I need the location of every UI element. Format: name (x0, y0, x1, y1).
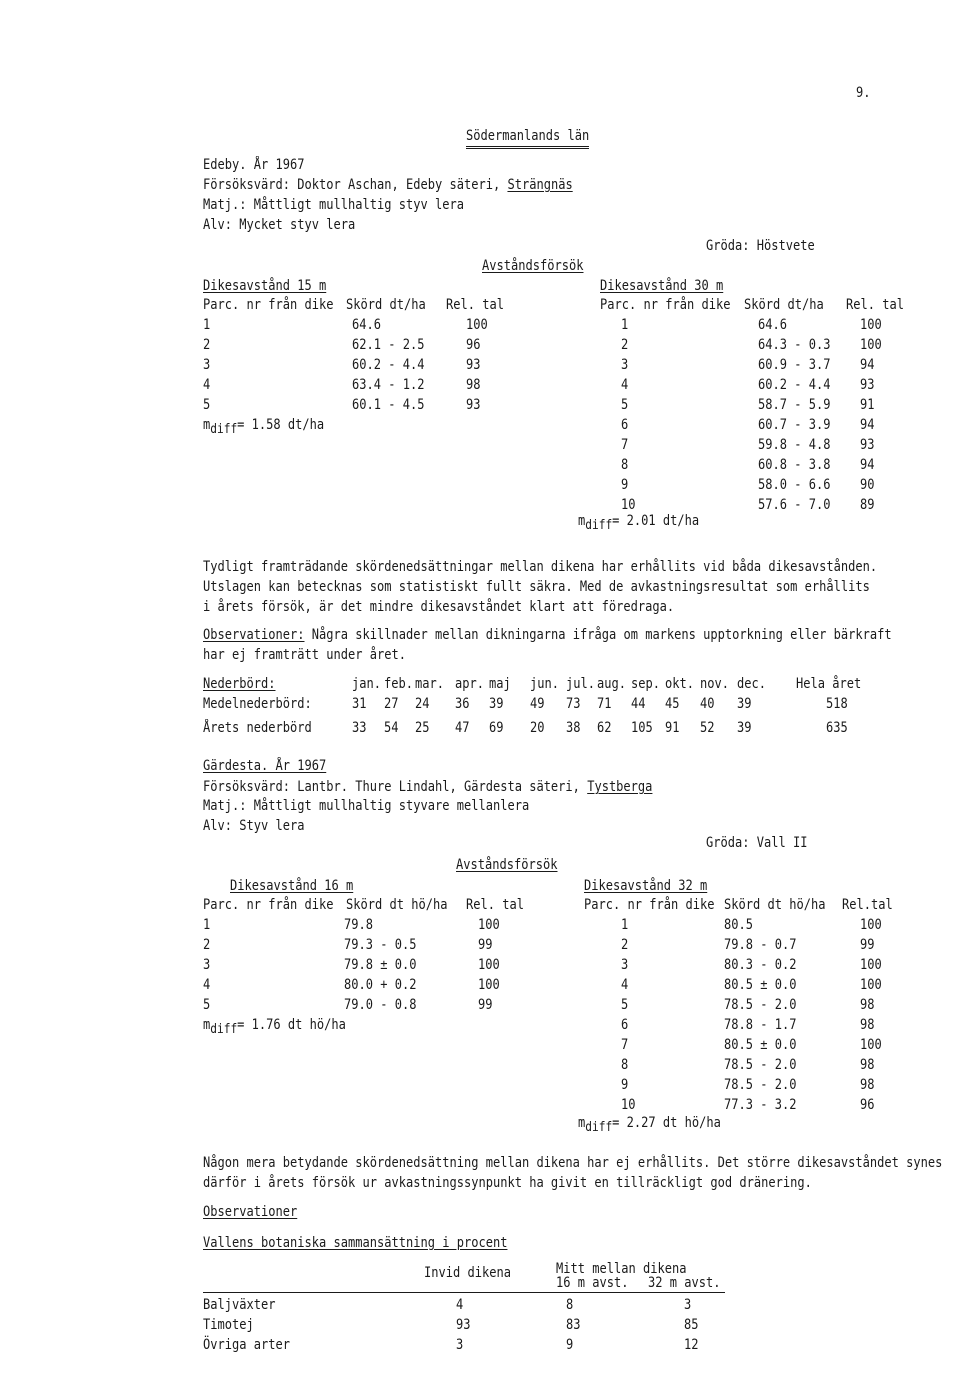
table-cell-rel: 98 (466, 377, 481, 393)
site1-right-col-rel: Rel. tal (846, 297, 904, 313)
table-cell-rel: 96 (860, 1097, 875, 1113)
table-cell-nr: 3 (203, 957, 211, 973)
table-cell-skord: 60.8 - 3.8 (758, 457, 831, 473)
site1-right-col-parc: Parc. nr från dike (600, 297, 731, 313)
precip-month: apr. (455, 676, 484, 692)
site2-right-mdiff: $m_{diff}= 2.27$ dt hö/ha (578, 1115, 721, 1135)
botanical-row-label: Timotej (203, 1317, 254, 1333)
precip-value: 73 (566, 696, 581, 712)
botanical-value: 4 (456, 1297, 464, 1313)
table-cell-nr: 4 (621, 377, 629, 393)
table-cell-rel: 100 (478, 977, 500, 993)
site1-title: Edeby. År 1967 (203, 157, 305, 173)
site2-matj: Matj.: Måttligt mullhaltig styvare mellanlera (203, 798, 530, 814)
precip-month: aug. (597, 676, 626, 692)
page-number: 9. (856, 85, 871, 101)
precip-value: 24 (415, 696, 430, 712)
precip-value: 31 (352, 696, 367, 712)
precip-value: 36 (455, 696, 470, 712)
botanical-row-label: Baljväxter (203, 1297, 276, 1313)
table-cell-rel: 93 (860, 437, 875, 453)
table-cell-nr: 6 (621, 1017, 629, 1033)
table-cell-rel: 98 (860, 1077, 875, 1093)
table-cell-nr: 5 (621, 997, 629, 1013)
precip-month: mar. (415, 676, 444, 692)
table-cell-rel: 98 (860, 1057, 875, 1073)
table-cell-nr: 8 (621, 1057, 629, 1073)
site1-forsoksvard: Försöksvärd: Doktor Aschan, Edeby säteri, Strängnäs (203, 177, 573, 193)
site2-title: Gärdesta. År 1967 (203, 758, 327, 774)
site1-alv: Alv: Mycket styv lera (203, 217, 356, 233)
site1-left-col-parc: Parc. nr från dike (203, 297, 334, 313)
precip-month: jul. (566, 676, 595, 692)
botanical-value: 8 (566, 1297, 574, 1313)
table-cell-skord: 78.5 - 2.0 (724, 1077, 797, 1093)
table-cell-rel: 100 (466, 317, 488, 333)
site1-right-mdiff: $m_{diff}= 2.01$ dt/ha (578, 513, 700, 533)
table-cell-nr: 3 (203, 357, 211, 373)
site2-trial-type: Avståndsförsök (456, 857, 558, 873)
table-cell-skord: 80.5 ± 0.0 (724, 1037, 797, 1053)
site2-left-mdiff: $m_{diff}= 1.76$ dt hö/ha (203, 1017, 346, 1037)
table-cell-skord: 58.7 - 5.9 (758, 397, 831, 413)
precip-value: 39 (489, 696, 504, 712)
table-cell-nr: 1 (203, 317, 211, 333)
region-title: Södermanlands län (466, 127, 589, 149)
table-cell-skord: 79.8 - 0.7 (724, 937, 797, 953)
table-cell-skord: 78.5 - 2.0 (724, 1057, 797, 1073)
botanical-value: 12 (684, 1337, 699, 1353)
table-cell-nr: 5 (203, 997, 211, 1013)
table-cell-skord: 58.0 - 6.6 (758, 477, 831, 493)
table-cell-skord: 64.3 - 0.3 (758, 337, 831, 353)
table-cell-nr: 9 (621, 1077, 629, 1093)
site2-left-col-rel: Rel. tal (466, 897, 524, 913)
botanical-col-16m: 16 m avst. (556, 1275, 629, 1291)
table-cell-rel: 99 (478, 937, 493, 953)
table-cell-nr: 7 (621, 437, 629, 453)
table-cell-nr: 1 (621, 917, 629, 933)
site2-right-col-rel: Rel.tal (842, 897, 893, 913)
table-cell-rel: 98 (860, 1017, 875, 1033)
botanical-col-32m: 32 m avst. (648, 1275, 721, 1291)
precip-value: 54 (384, 720, 399, 736)
site2-right-heading: Dikesavstånd 32 m (584, 878, 708, 894)
precip-row-label: Medelnederbörd: (203, 696, 312, 712)
site1-para-line1: Tydligt framträdande skördenedsättningar mellan dikena har erhållits vid båda dikesavstånden. (203, 559, 878, 575)
precip-value: 39 (737, 720, 752, 736)
precip-month: nov. (700, 676, 729, 692)
table-cell-skord: 77.3 - 3.2 (724, 1097, 797, 1113)
table-cell-rel: 100 (860, 1037, 882, 1053)
precip-value: 69 (489, 720, 504, 736)
table-cell-nr: 4 (203, 377, 211, 393)
table-cell-nr: 2 (621, 937, 629, 953)
botanical-row-label: Övriga arter (203, 1337, 290, 1353)
precip-value: 49 (530, 696, 545, 712)
table-cell-skord: 80.0 + 0.2 (344, 977, 417, 993)
table-cell-rel: 100 (860, 917, 882, 933)
table-cell-rel: 93 (466, 397, 481, 413)
table-cell-rel: 89 (860, 497, 875, 513)
table-cell-rel: 100 (478, 957, 500, 973)
table-cell-rel: 100 (860, 337, 882, 353)
table-cell-skord: 78.8 - 1.7 (724, 1017, 797, 1033)
botanical-value: 83 (566, 1317, 581, 1333)
table-cell-skord: 78.5 - 2.0 (724, 997, 797, 1013)
table-cell-nr: 4 (203, 977, 211, 993)
precip-value: 62 (597, 720, 612, 736)
site2-left-col-parc: Parc. nr från dike (203, 897, 334, 913)
table-cell-rel: 99 (478, 997, 493, 1013)
table-cell-nr: 8 (621, 457, 629, 473)
site2-left-col-skord: Skörd dt hö/ha (346, 897, 448, 913)
table-cell-skord: 60.2 - 4.4 (352, 357, 425, 373)
table-cell-nr: 7 (621, 1037, 629, 1053)
botanical-rule (203, 1292, 725, 1293)
table-cell-skord: 79.3 - 0.5 (344, 937, 417, 953)
table-cell-skord: 80.3 - 0.2 (724, 957, 797, 973)
site2-left-heading: Dikesavstånd 16 m (230, 878, 354, 894)
precip-month: okt. (665, 676, 694, 692)
site2-para-line2: därför i årets försök ur avkastningssynpunkt ha givit en tillräckligt god dränering. (203, 1175, 812, 1191)
precip-value: 47 (455, 720, 470, 736)
precip-value: 25 (415, 720, 430, 736)
site1-left-col-skord: Skörd dt/ha (346, 297, 426, 313)
table-cell-nr: 5 (621, 397, 629, 413)
site2-grada: Gröda: Vall II (706, 835, 808, 851)
table-cell-rel: 94 (860, 357, 875, 373)
precip-value: 38 (566, 720, 581, 736)
table-cell-nr: 6 (621, 417, 629, 433)
site2-observations: Observationer (203, 1204, 298, 1220)
table-cell-rel: 100 (478, 917, 500, 933)
table-cell-nr: 10 (621, 1097, 636, 1113)
precip-year-value: 518 (826, 696, 848, 712)
table-cell-nr: 3 (621, 957, 629, 973)
site2-right-col-skord: Skörd dt hö/ha (724, 897, 826, 913)
table-cell-nr: 2 (203, 337, 211, 353)
precip-month: maj (489, 676, 511, 692)
table-cell-rel: 98 (860, 997, 875, 1013)
site1-left-heading: Dikesavstånd 15 m (203, 278, 327, 294)
botanical-heading: Vallens botaniska sammansättning i procent (203, 1235, 508, 1251)
table-cell-rel: 93 (860, 377, 875, 393)
site1-observations: Observationer: Några skillnader mellan dikningarna ifråga om markens upptorkning eller bärkraft (203, 627, 892, 643)
precip-value: 91 (665, 720, 680, 736)
botanical-value: 85 (684, 1317, 699, 1333)
table-cell-rel: 100 (860, 317, 882, 333)
table-cell-skord: 60.1 - 4.5 (352, 397, 425, 413)
precip-value: 39 (737, 696, 752, 712)
precip-month: dec. (737, 676, 766, 692)
precip-value: 105 (631, 720, 653, 736)
table-cell-rel: 94 (860, 417, 875, 433)
site1-right-heading: Dikesavstånd 30 m (600, 278, 724, 294)
site2-forsoksvard: Försöksvärd: Lantbr. Thure Lindahl, Gärdesta säteri, Tystberga (203, 779, 653, 795)
botanical-value: 93 (456, 1317, 471, 1333)
precip-year-value: 635 (826, 720, 848, 736)
table-cell-skord: 80.5 (724, 917, 753, 933)
precip-label: Nederbörd: (203, 676, 276, 692)
table-cell-nr: 4 (621, 977, 629, 993)
precip-value: 27 (384, 696, 399, 712)
table-cell-skord: 60.9 - 3.7 (758, 357, 831, 373)
table-cell-nr: 2 (621, 337, 629, 353)
table-cell-nr: 10 (621, 497, 636, 513)
site1-left-col-rel: Rel. tal (446, 297, 504, 313)
table-cell-nr: 2 (203, 937, 211, 953)
table-cell-nr: 9 (621, 477, 629, 493)
precip-value: 45 (665, 696, 680, 712)
botanical-value: 3 (456, 1337, 464, 1353)
botanical-value: 9 (566, 1337, 574, 1353)
table-cell-skord: 79.8 ± 0.0 (344, 957, 417, 973)
botanical-value: 3 (684, 1297, 692, 1313)
site2-right-col-parc: Parc. nr från dike (584, 897, 715, 913)
table-cell-skord: 64.6 (758, 317, 787, 333)
precip-row-label: Årets nederbörd (203, 720, 312, 736)
table-cell-rel: 93 (466, 357, 481, 373)
table-cell-nr: 1 (621, 317, 629, 333)
botanical-col-invid: Invid dikena (424, 1265, 511, 1281)
table-cell-nr: 3 (621, 357, 629, 373)
site2-para-line1: Någon mera betydande skördenedsättning mellan dikena har ej erhållits. Det större dikesavståndet synes (203, 1155, 943, 1171)
precip-value: 33 (352, 720, 367, 736)
precip-value: 20 (530, 720, 545, 736)
table-cell-skord: 59.8 - 4.8 (758, 437, 831, 453)
site1-grada: Gröda: Höstvete (706, 238, 815, 254)
precip-value: 71 (597, 696, 612, 712)
precip-value: 40 (700, 696, 715, 712)
table-cell-skord: 63.4 - 1.2 (352, 377, 425, 393)
precip-year-label: Hela året (796, 676, 862, 692)
site1-trial-type: Avståndsförsök (482, 258, 584, 274)
site1-para-line3: i årets försök, är det mindre dikesavståndet klart att föredraga. (203, 599, 675, 615)
table-cell-nr: 1 (203, 917, 211, 933)
precip-value: 44 (631, 696, 646, 712)
table-cell-rel: 94 (860, 457, 875, 473)
table-cell-rel: 100 (860, 977, 882, 993)
site1-left-mdiff: $m_{diff}= 1.58$ dt/ha (203, 417, 325, 437)
table-cell-skord: 64.6 (352, 317, 381, 333)
table-cell-rel: 90 (860, 477, 875, 493)
precip-month: sep. (631, 676, 660, 692)
site1-right-col-skord: Skörd dt/ha (744, 297, 824, 313)
table-cell-rel: 99 (860, 937, 875, 953)
precip-month: feb. (384, 676, 413, 692)
table-cell-rel: 100 (860, 957, 882, 973)
table-cell-skord: 80.5 ± 0.0 (724, 977, 797, 993)
table-cell-skord: 60.7 - 3.9 (758, 417, 831, 433)
site2-alv: Alv: Styv lera (203, 818, 305, 834)
precip-month: jun. (530, 676, 559, 692)
precip-value: 52 (700, 720, 715, 736)
table-cell-skord: 79.0 - 0.8 (344, 997, 417, 1013)
botanical-col-mitt: Mitt mellan dikena (556, 1261, 687, 1277)
table-cell-nr: 5 (203, 397, 211, 413)
site1-matj: Matj.: Måttligt mullhaltig styv lera (203, 197, 464, 213)
site1-para-line2: Utslagen kan betecknas som statistiskt fullt säkra. Med de avkastningsresultat som erhållits (203, 579, 870, 595)
precip-month: jan. (352, 676, 381, 692)
table-cell-skord: 60.2 - 4.4 (758, 377, 831, 393)
site1-observations-line2: har ej framträtt under året. (203, 647, 406, 663)
table-cell-rel: 96 (466, 337, 481, 353)
table-cell-skord: 57.6 - 7.0 (758, 497, 831, 513)
table-cell-rel: 91 (860, 397, 875, 413)
table-cell-skord: 62.1 - 2.5 (352, 337, 425, 353)
table-cell-skord: 79.8 (344, 917, 373, 933)
